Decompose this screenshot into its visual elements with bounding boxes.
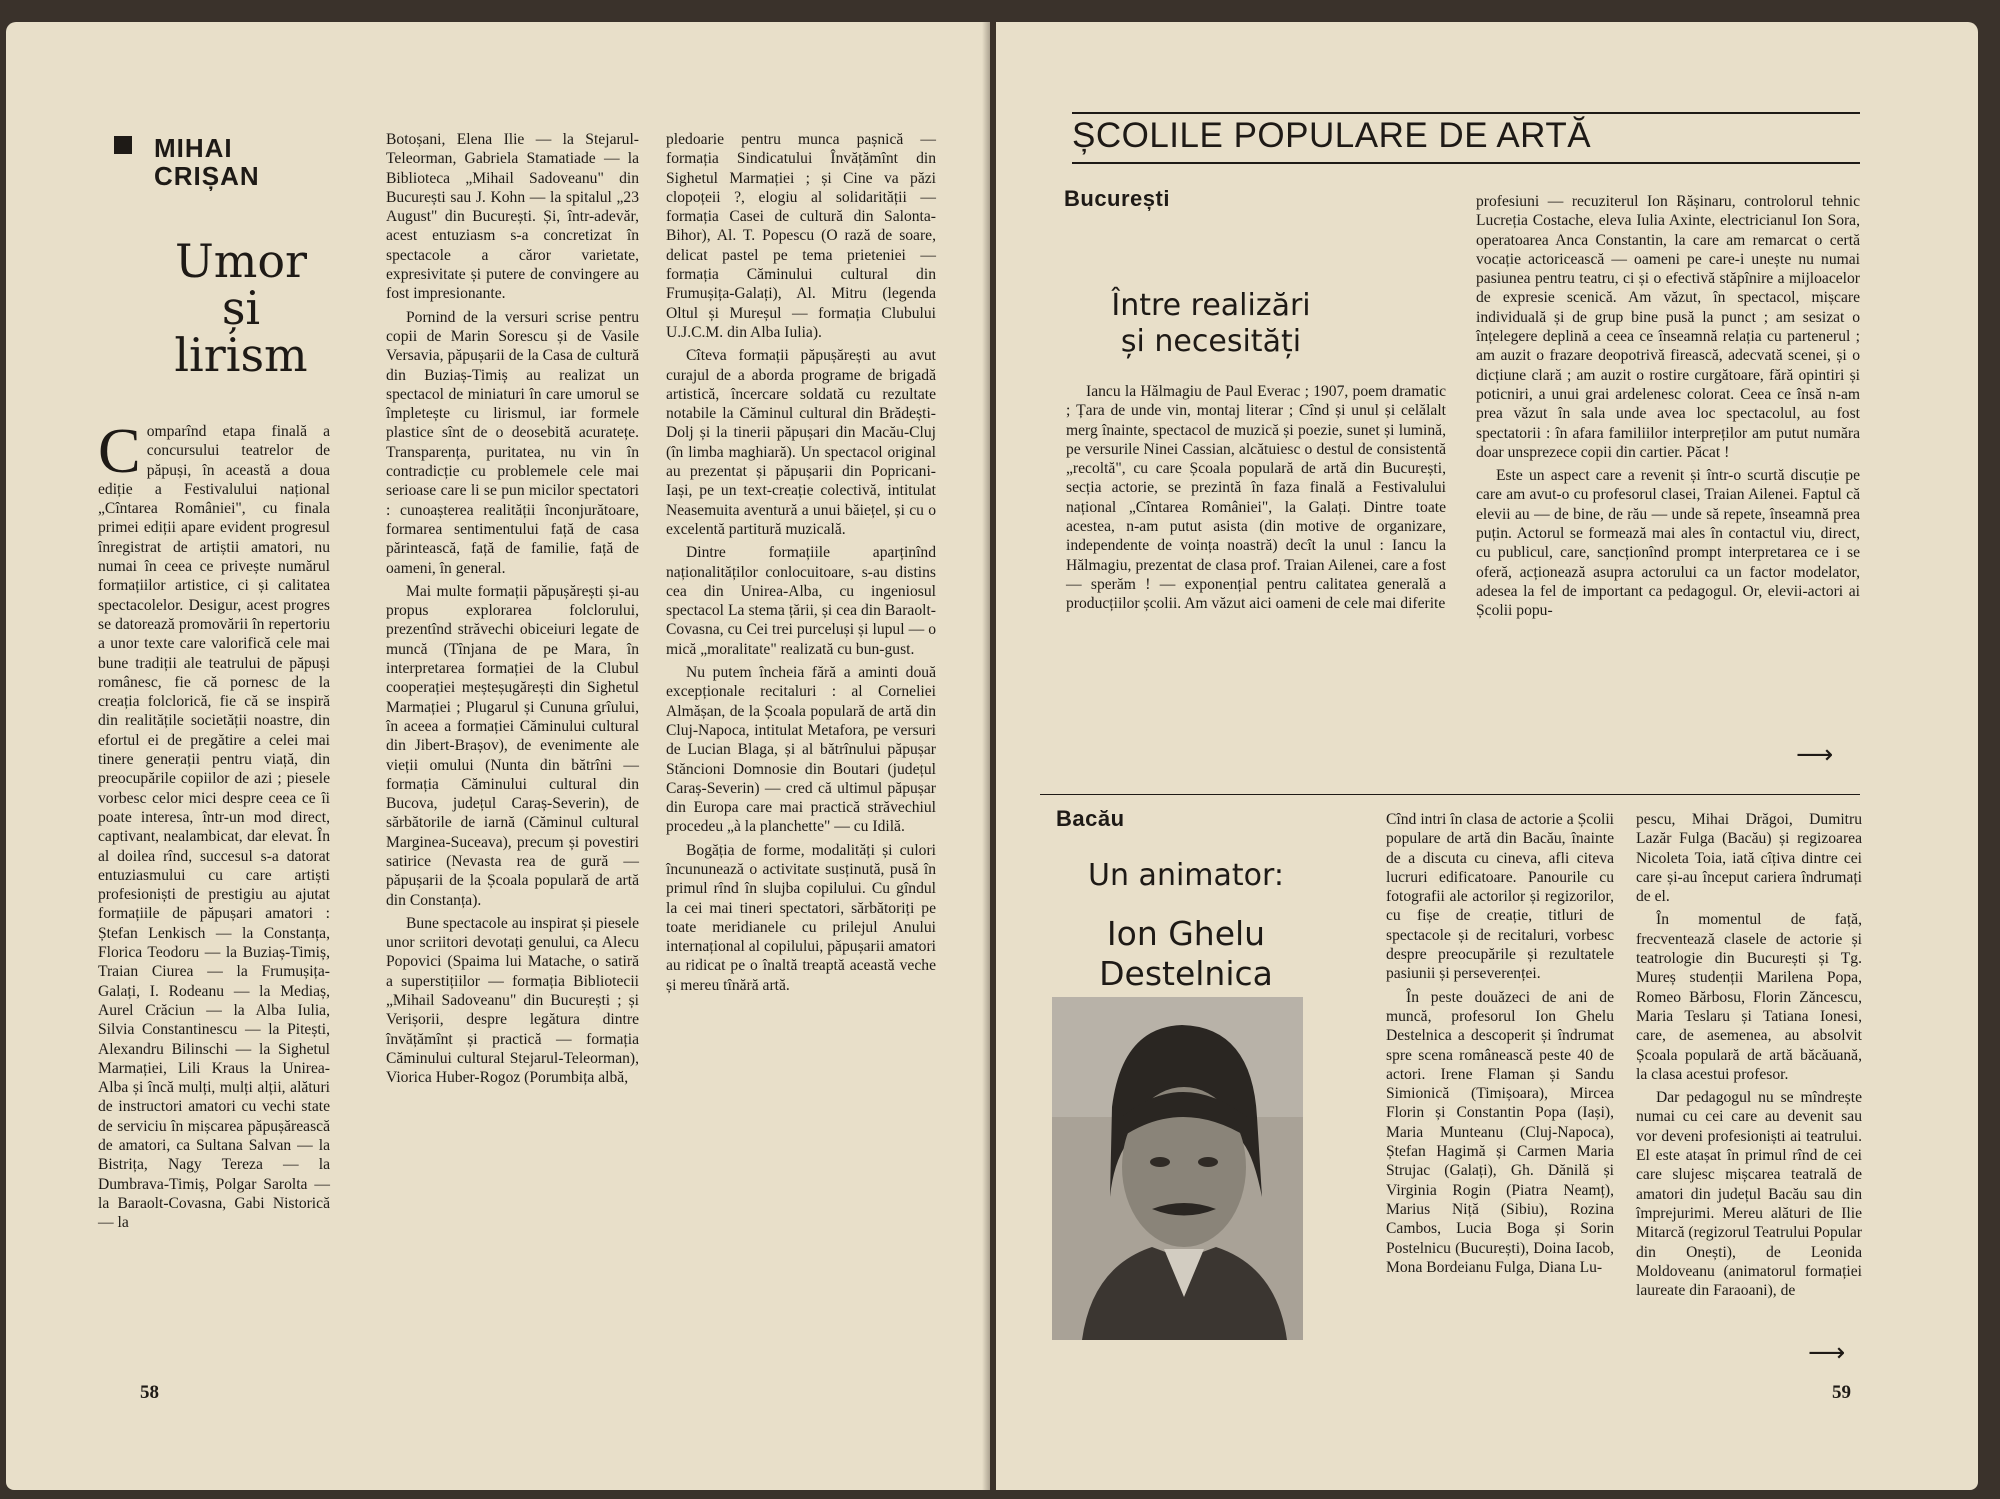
paragraph: Dintre formațiile aparținînd naționalităților conlocuitoare, s-au distins cea din Unirea-Alba, cu ingeniosul spectacol La stema țării, și cea din Baraolt-Covasna, cu Cei trei purceluși și lupul — o mică „moralitate" realizată cu bun-gust. [666, 544, 936, 658]
left-page [6, 22, 990, 1490]
paragraph: Mai multe formații păpușărești și-au propus explorarea folclorului, prezentînd străvechi obiceiuri legate de muncă (Tînjana de pe Mara, în interpretarea formației de la Clubul cooperației meșteșugărești din Sighetul Marmației ; Plugarul și Cununa grîului, în aceea a formației Căminului cultural din Jibert-Brașov), de evenimente ale vieții omului (Nunta din bătrîni — formația Căminului cultural din Bucova, județul Caraș-Severin), de sărbătorile de iarnă (Căminul cultural Marginea-Suceava), precum și povestiri satirice (Nevasta rea de gură — păpușarii de la Școala populară de artă din Constanța). [386, 582, 639, 909]
bacau-top-rule [1040, 794, 1860, 795]
paragraph: În momentul de față, frecventează clasele de actorie și teatrologie din București și Tg. Mureș studenții Marilena Popa, Romeo Bărbosu, Florin Zăncescu, Maria Teslaru și Tatiana Ionesi, care, de asemenea, au absolvit Școala populară de artă băcăuană, la clasa acestui profesor. [1636, 911, 1862, 1083]
title-line-3: lirism [174, 328, 308, 382]
title-line-2: și [221, 281, 261, 335]
paragraph: pledoarie pentru munca pașnică — formația Sindicatului Învățămînt din Sighetul Marmației ; și Cine va păzi clopoțeii ?, elogiu al solidarității — formația Casei de cultură din Salonta-Bihor), Al. T. Popescu (O rază de soare, delicat pastel pe tema prieteniei — formația Căminului cultural din Frumușița-Galați), Al. Mitru (legenda Oltul și Mureșul — formația Clubului U.J.C.M. din Alba Iulia). [666, 131, 936, 341]
page-number-right: 59 [1832, 1382, 1851, 1403]
portrait-illustration [1052, 997, 1303, 1340]
paragraph: Bune spectacole au inspirat și piesele unor scriitori devotați genului, ca Alecu Popovici (Spaima lui Matache, o satiră a superstițiilor — formația Bibliotecii „Mihail Sadoveanu" din București ; și Verișorii, despre legătura dintre învățămînt și practică — formația Căminului cultural Stejarul-Teleorman), Viorica Huber-Rogoz (Porumbița albă, [386, 914, 639, 1087]
subtitle-name-line-1: Ion Ghelu [1106, 914, 1266, 953]
bacau-column-1 [1386, 810, 1614, 1281]
subtitle-bacau: Un animator: [1088, 858, 1284, 893]
right-page [996, 22, 1978, 1490]
author-last-name: CRIȘAN [154, 161, 260, 191]
paragraph: Este un aspect care a revenit și într-o scurtă discuție pe care am avut-o cu profesorul clasei, Traian Ailenei. Faptul că elevii au — de bine, de rău — unde să repete, înseamnă prea puțin. Actorul se formează mai ales în contactul viu, direct, cu publicul, care, sancționînd prompt interpretarea ce i se oferă, acționează asupra actorului ca un factor modelator, adesea la fel de important ca pedagogul. Or, elevii-actori ai Școlii popu- [1476, 467, 1860, 620]
bacau-column-2 [1636, 810, 1862, 1304]
city-heading-bucuresti: București [1064, 186, 1170, 211]
bucuresti-column-1 [1066, 382, 1446, 618]
paragraph: Dar pedagogul nu se mîndrește numai cu cei care au devenit sau vor deveni profesioniști ai teatrului. El este atașat în primul rînd de cei care slujesc mișcarea teatrală de amatori din județul Bacău sau din împrejurimi. Mereu alături de Ilie Mitarcă (regizorul Teatrului Popular din Onești), de Leonida Moldoveanu (animatorul formației laureate din Faraoani), de [1636, 1089, 1862, 1300]
title-line-1: Umor [174, 234, 308, 288]
continue-arrow-2: ⟶ [1808, 1338, 1846, 1368]
paragraph: Nu putem încheia fără a aminti două excepționale recitaluri : al Corneliei Almășan, de la Școala populară de artă din Cluj-Napoca, intitulat Metafora, pe versuri de Lucian Blaga, și al bătrînului păpușar Stăncioni Domnosie din Boutari (județul Caraș-Severin) — cred că ultimul păpușar din Europa care mai practică străvechiul procedeu „à la planchette" — cu Idilă. [666, 664, 936, 836]
left-column-3 [666, 130, 936, 999]
city-heading-bacau: Bacău [1056, 806, 1125, 831]
paragraph: Pornind de la versuri scrise pentru copii de Marin Sorescu și de Vasile Versavia, păpușarii de la Casa de cultură din Buziaș-Timiș au realizat un spectacol de miniaturi în care umorul se împletește cu lirismul, iar formele plastice sînt de o deosebită acuratețe. Transparența, puritatea, nu vin în contradicție cu problemele cele mai serioase care li se pun micilor spectatori : cunoașterea realității înconjurătoare, formarea sentimentului față de casa părintească, față de familie, față de oameni, în general. [386, 308, 639, 577]
subtitle-bucuresti [1086, 288, 1336, 360]
author-name [118, 134, 260, 190]
paragraph: Iancu la Hălmagiu de Paul Everac ; 1907, poem dramatic ; Țara de unde vin, montaj literar ; Cînd și unul și celălalt merg înainte, spectacol de muzică și poezie, sunet și lumină, pe versurile Ninei Cassian, alcătuiesc o destul de consistentă „recoltă", cu care Școala populară de artă din București, secția actorie, se prezintă în faza finală a Festivalului național „Cîntarea României", la Galați. Dintre toate acestea, n-am putut asista (din motive de organizare, independente de voința noastră) decît la unul : Iancu la Hălmagiu, prezentat de clasa prof. Traian Ailenei, care a fost — sperăm ! — exponențial pentru calitatea generală a producțiilor școlii. Am văzut aici oameni de cele mai diferite [1066, 383, 1446, 613]
article-title [166, 234, 316, 382]
author-first-name: MIHAI [154, 133, 233, 163]
portrait-photo [1052, 997, 1303, 1340]
subtitle-line-1: Între realizări [1111, 288, 1311, 323]
paragraph: Cînd intri în clasa de actorie a Școlii populare de artă din Bacău, înainte de a discuta cu cineva, afli citeva lucruri edificatoare. Panourile cu fotografii ale actorilor și regizorilor, cu fișe de creație, titluri de spectacole și de recitaluri, vorbesc despre preocupările și rezultatele pasiunii și perseverenței. [1386, 811, 1614, 983]
bucuresti-column-2 [1476, 192, 1860, 625]
subtitle-line-2: și necesități [1120, 324, 1302, 359]
paragraph: pescu, Mihai Drăgoi, Dumitru Lazăr Fulga (Bacău) și regizoarea Nicoleta Toia, iată cîțiva dintre cei care și-au început cariera îndrumați de el. [1636, 811, 1862, 906]
continue-arrow-1: ⟶ [1796, 740, 1834, 770]
subtitle-name [1056, 914, 1316, 994]
paragraph: Comparînd etapa finală a concursului teatrelor de păpuși, în această a doua ediție a Festivalului național „Cîntarea României", cu finala primei ediții apare evident progresul înregistrat de artiștii amatori, nu numai în ceea ce privește numărul formațiilor artistice, ci și calitatea spectacolelor. Desigur, acest progres se datorează promovării în repertoriu a unor texte care valorifică cele mai bune tradiții ale teatrului de păpuși românesc, fie că pornesc de la creația folclorică, fie că se inspiră din realitățile societății noastre, din efortul ei de pregătire a celei mai tinere generații pentru viață, din preocupările copiilor de azi ; piesele vorbesc celor mici despre ceea ce îi poate interesa, într-un mod direct, captivant, nealambicat, dar elevat. În al doilea rînd, succesul s-a datorat entuziasmului cu care artiști profesioniști de prestigiu au ajutat formațiile de păpușari amatori : Ștefan Lenkisch — la Constanța, Florica Teodoru — la Buziaș-Timiș, Traian Ciurea — la Frumușița-Galați, I. Rodeanu — la Mediaș, Aurel Crăciun — la Alba Iulia, Silvia Constantinescu — la Pitești, Alexandru Bilinschi — la Sighetul Marmației, Lili Kraus la Unirea-Alba și încă mulți, mulți alții, alături de instructori amatori cu vechi state de serviciu în mișcarea păpușărească de amatori, ca Sultana Salvan — la Bistrița, Nagy Tereza — la Dumbrava-Timiș, Polgar Sarolta — la Baraolt-Covasna, Gabi Nistorică — la [98, 415, 330, 1232]
left-column-2 [386, 130, 639, 1092]
paragraph: În peste douăzeci de ani de muncă, profesorul Ion Ghelu Destelnica a descoperit și îndrumat spre scena românească peste 40 de actori. Irene Flaman și Sandu Simionică (Timișoara), Mircea Florin și Constantin Popa (Iași), Maria Munteanu (Cluj-Napoca), Ștefan Hagimă și Carmen Maria Strujac (Galați), Gh. Dănilă și Virginia Rogin (Piatra Neamț), Marius Niță (Sibiu), Rozina Cambos, Lucia Boga și Sorin Postelnicu (București), Doina Iacob, Mona Bordeianu Fulga, Diana Lu- [1386, 988, 1614, 1276]
paragraph: Botoșani, Elena Ilie — la Stejarul-Teleorman, Gabriela Stamatiade — la Biblioteca „Mihail Sadoveanu" din București sau J. Kohn — la spitalul „23 August" din București. Și, într-adevăr, acest entuziasm s-a concretizat în spectacole a căror varietate, expresivitate și putere de convingere au fost impresionante. [386, 131, 639, 303]
left-column-1 [98, 415, 330, 1236]
page-number-left: 58 [140, 1382, 159, 1403]
subtitle-name-line-2: Destelnica [1099, 954, 1273, 993]
section-bottom-rule [1072, 162, 1860, 164]
section-title: ȘCOLILE POPULARE DE ARTĂ [1072, 116, 1592, 155]
section-top-rule [1072, 112, 1860, 114]
paragraph: Cîteva formații păpușărești au avut curajul de a aborda programe de brigadă artistică, încercare soldată cu rezultate notabile la Căminul cultural din Brădești-Dolj și la tinerii păpușari din Macău-Cluj (în limba maghiară). Un spectacol original au prezentat și păpușarii din Popricani-Iași, pe un text-creație colectivă, intitulat Neasemuita aventură a unui băiețel, și cu o excelentă partitură muzicală. [666, 347, 936, 538]
paragraph: profesiuni — recuziterul Ion Rășinaru, controlorul tehnic Lucreția Costache, eleva Iulia Axinte, electricianul Ion Sora, operatoarea Anca Constantin, la care am remarcat o certă vocație actoricească — oameni pe care-i unește nu numai pasiunea pentru teatru, ci și o efectivă stăpînire a mijloacelor de expresie scenică. Am văzut, în spectacol, mișcare individuală și de grup bine pusă la punct ; am sesizat o înțelegere deplină a ceea ce înseamnă relația cu partenerul ; am auzit o frazare deopotrivă firească, adecvată scenei, și o dicțiune clară ; am auzit o rostire curgătoare, fără opintiri și poticniri, a unui grai ardelenesc colorat. Ceea ce însă n-am prea văzut în sala unde avea loc spectacolul, au fost spectatorii : în afara familiilor interpreților am putut număra doar unsprezece copii din cartier. Păcat ! [1476, 193, 1860, 461]
paragraph: Bogăția de forme, modalități și culori încununează o activitate susținută, pusă în primul rînd în slujba copilului. Cu gîndul la cei mai tineri spectatori, sărbătoriți pe toate meridianele cu prilejul Anului internațional al copilului, păpușarii amatori au ridicat pe o înaltă treaptă această veche și mereu tînără artă. [666, 841, 936, 994]
